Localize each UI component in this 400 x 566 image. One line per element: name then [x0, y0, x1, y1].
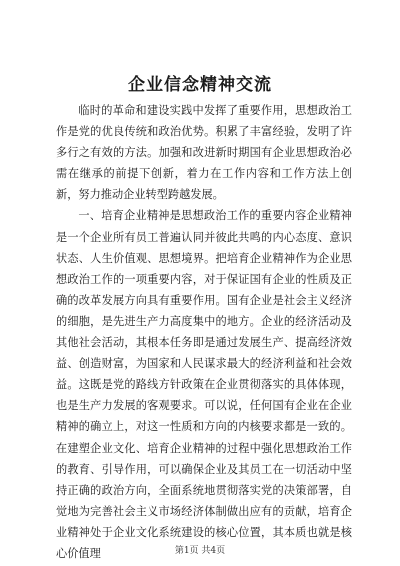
document-title: 企业信念精神交流 — [128, 75, 272, 95]
document-body — [56, 100, 352, 564]
paragraph-1: 临时的革命和建设实践中发挥了重要作用，思想政治工作是党的优良传统和政治优势。积累了丰富经验，发明了许多行之有效的方法。加强和改进新时期国有企业思想政治必需在继承的前提下创新，着力在工作内容和工作方法上创新，努力推动企业转型跨越发展。 — [56, 104, 352, 202]
paragraph-2: 一、培育企业精神是思想政治工作的重要内容企业精神是一个企业所有员工普遍认同并彼此共鸣的内心态度、意识状态、人生价值观、思想境界。把培育企业精神作为企业思想政治工作的一项重要内容，对于保证国有企业的性质及正确的改革发展方向具有重要作用。国有企业是社会主义经济的细胞，是先进生产力高度集中的地方。企业的经济活动及其他社会活动，其根本任务即是通过发展生产、提高经济效益、创造财富，为国家和人民谋求最大的经济利益和社会效益。这既是党的路线方针政策在企业贯彻落实的具体体现，也是生产力发展的客观要求。可以说，任何国有企业在企业精神的确立上，对这一性质和方向的内核要求都是一致的。在建塑企业文化、培育企业精神的过程中强化思想政治工作的教育、引导作用，可以确保企业及其员工在一切活动中坚持正确的政治方向，全面系统地贯彻落实党的决策部署，自觉地为完善社会主义市场经济体制做出应有的贡献，培育企业精神处于企业文化系统建设的核心位置，其本质也就是核心价值理 — [56, 209, 352, 560]
page-footer: 第1页 共4页 — [174, 546, 226, 556]
